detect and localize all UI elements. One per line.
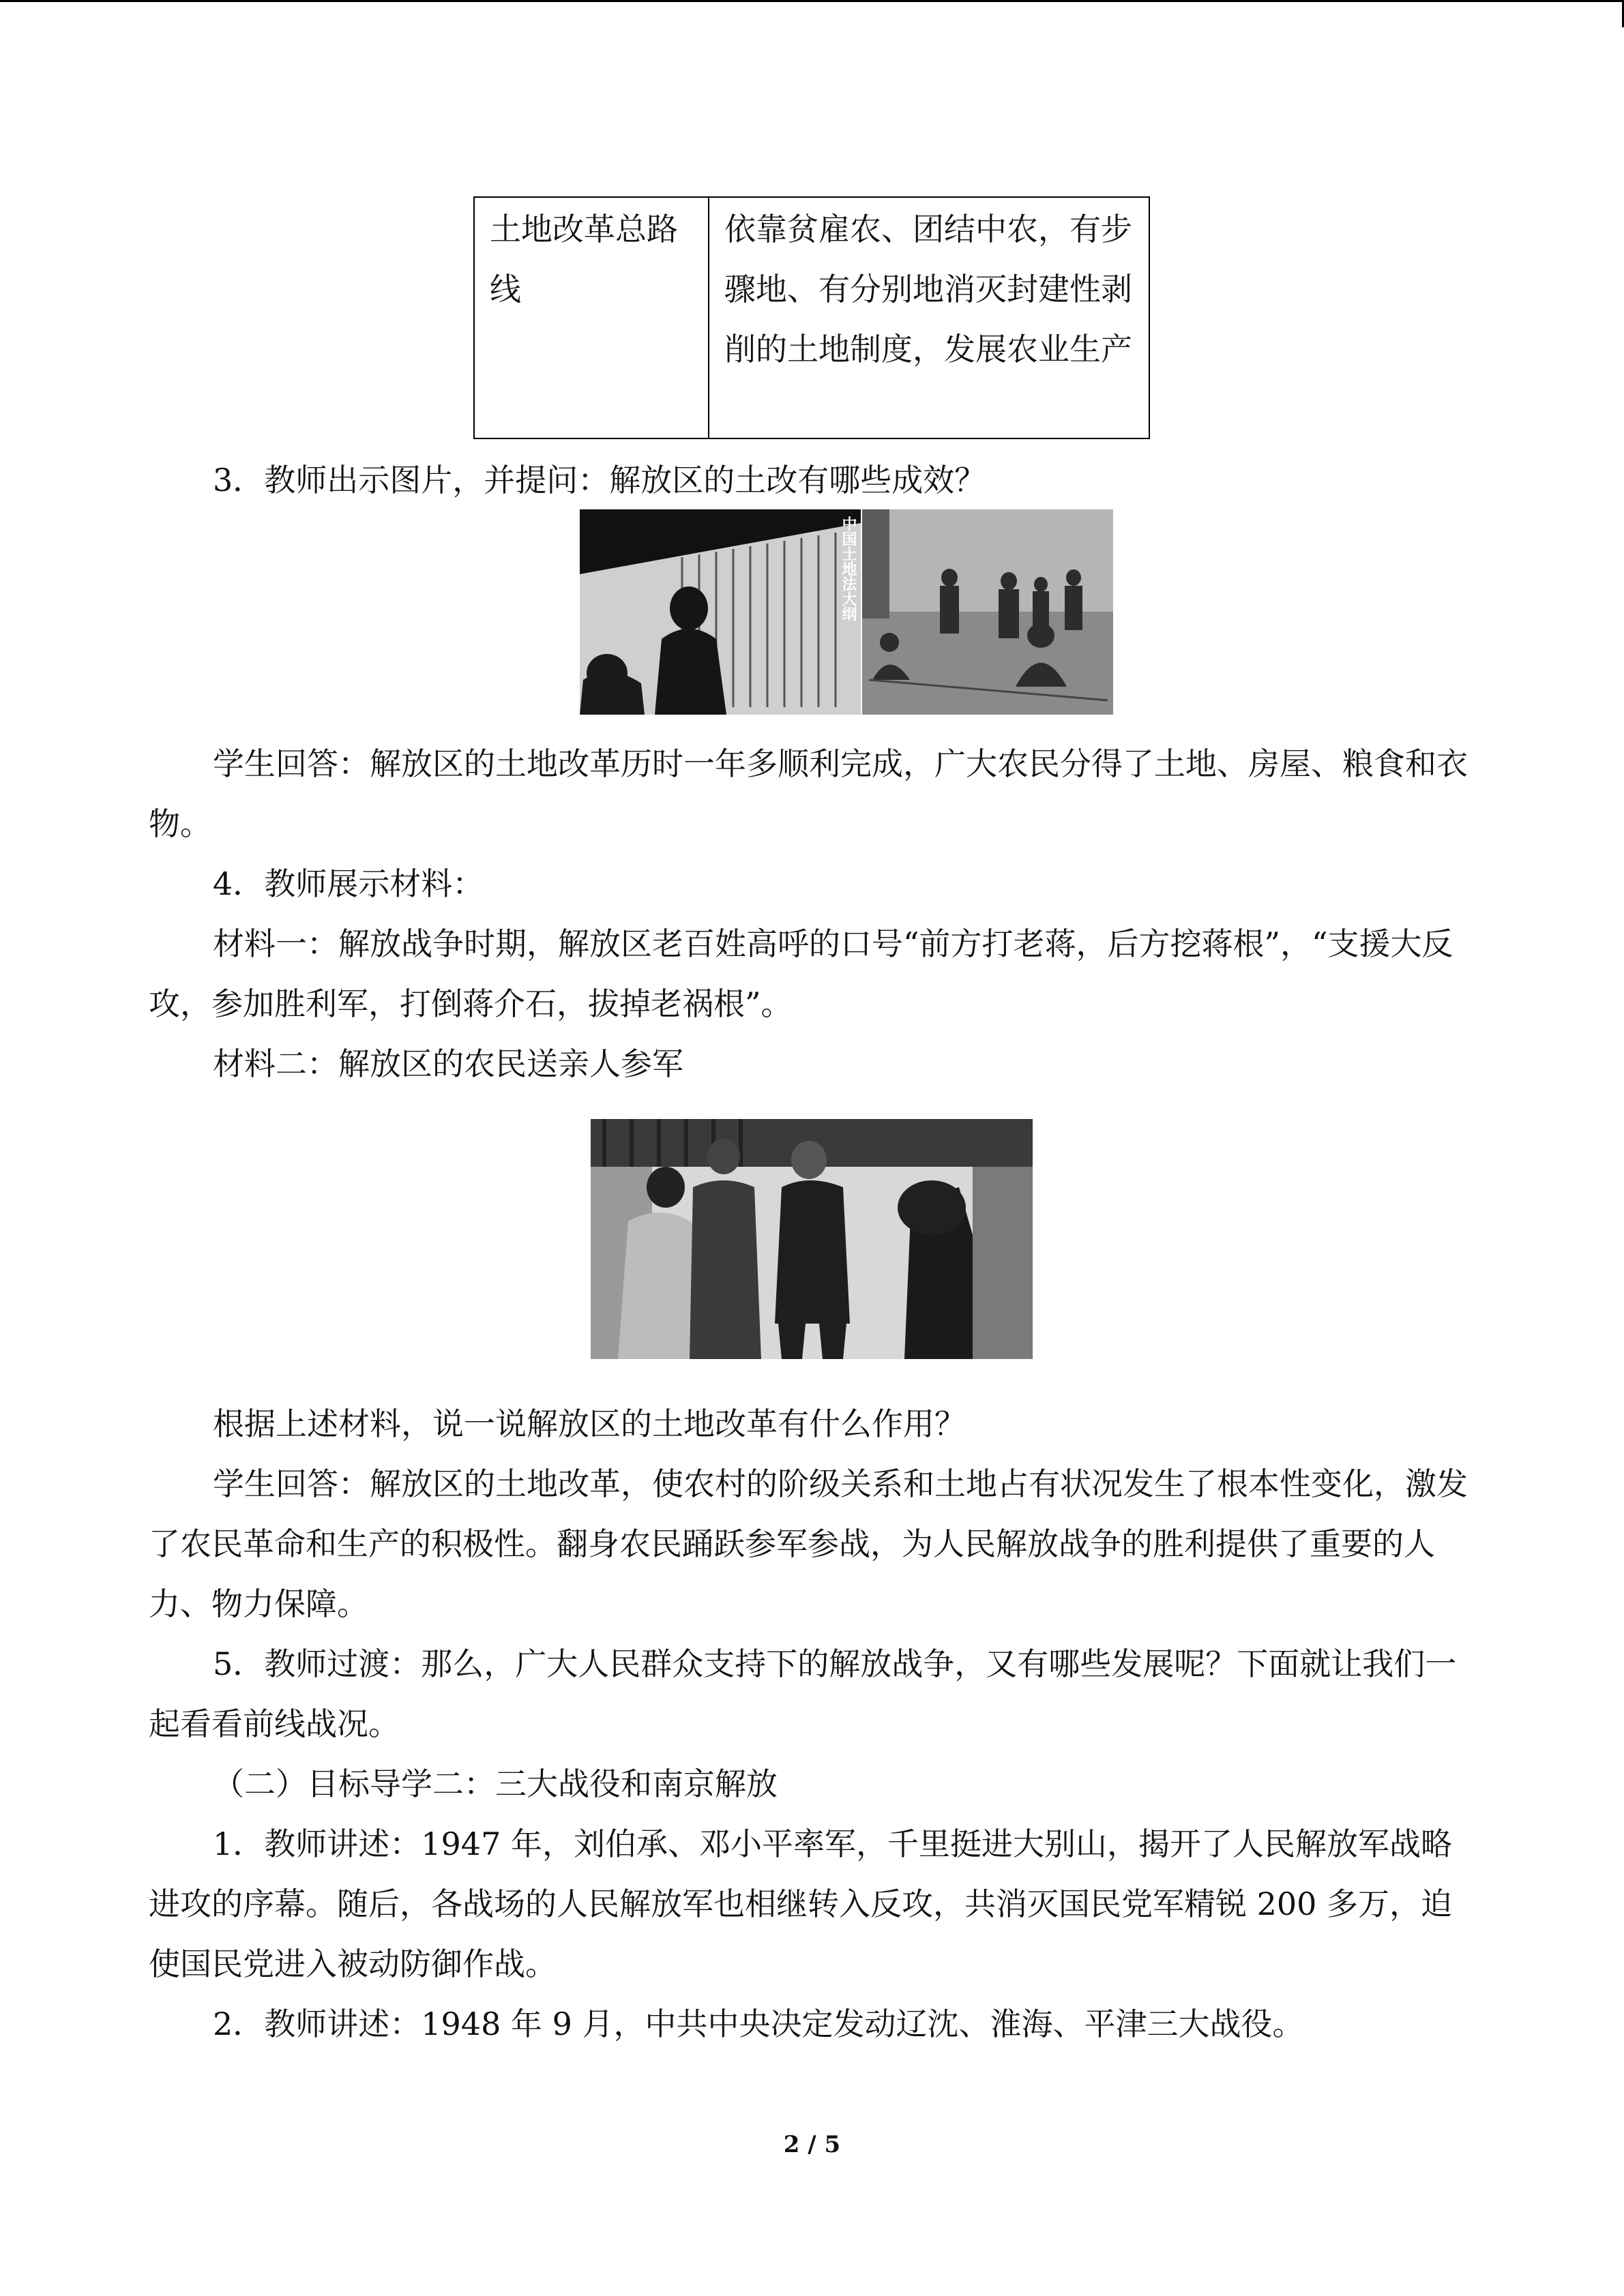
paragraph-step5: 5．教师过渡：那么，广大人民群众支持下的解放战争，又有哪些发展呢？下面就让我们一起看看前线战况。	[149, 1645, 1457, 1742]
table-content-cell: 依靠贫雇农、团结中农，有步骤地、有分别地消灭封建性剥削的土地制度，发展农业生产	[709, 197, 1149, 438]
page-number: 2 / 5	[783, 2131, 841, 2158]
paragraph-material-2: 材料二：解放区的农民送亲人参军	[213, 1045, 683, 1082]
paragraph-step4: 4．教师展示材料：	[213, 865, 484, 902]
table-row	[474, 197, 1149, 438]
paragraph-student-answer-1: 学生回答：解放区的土地改革历时一年多顺利完成，广大农民分得了土地、房屋、粮食和衣物。	[149, 745, 1468, 842]
photo-land-measuring	[840, 509, 1113, 715]
paragraph-question: 根据上述材料，说一说解放区的土地改革有什么作用？	[213, 1405, 966, 1442]
photo-land-law-notice	[580, 509, 861, 715]
land-reform-table	[473, 196, 1150, 439]
section-heading-2: （二）目标导学二：三大战役和南京解放	[213, 1765, 778, 1802]
paragraph-material-1: 材料一：解放战争时期，解放区老百姓高呼的口号“前方打老蒋，后方挖蒋根”，“支援大反攻，参加胜利军，打倒蒋介石，拔掉老祸根”。	[149, 925, 1453, 1022]
table-label-cell: 土地改革总路线	[474, 197, 709, 438]
top-border	[0, 0, 1624, 2]
paragraph-student-answer-2: 学生回答：解放区的土地改革，使农村的阶级关系和土地占有状况发生了根本性变化，激发了农民革命和生产的积极性。翻身农民踊跃参军参战，为人民解放战争的胜利提供了重要的人力、物力保障。	[149, 1465, 1468, 1622]
paragraph-section2-step2: 2．教师讲述：1948 年 9 月，中共中央决定发动辽沈、淮海、平津三大战役。	[213, 2006, 1304, 2042]
photo-farmers-send-off	[591, 1119, 1033, 1359]
paragraph-section2-step1: 1．教师讲述：1947 年，刘伯承、邓小平率军，千里挺进大别山，揭开了人民解放军战略进攻的序幕。随后，各战场的人民解放军也相继转入反攻，共消灭国民党军精锐 200 多万，迫使国民党进入被动防御作战。	[149, 1825, 1453, 1982]
photo-caption-land-law: 中国土地法大纲	[840, 516, 857, 621]
paragraph-step3: 3．教师出示图片，并提问：解放区的土改有哪些成效？	[213, 462, 986, 498]
